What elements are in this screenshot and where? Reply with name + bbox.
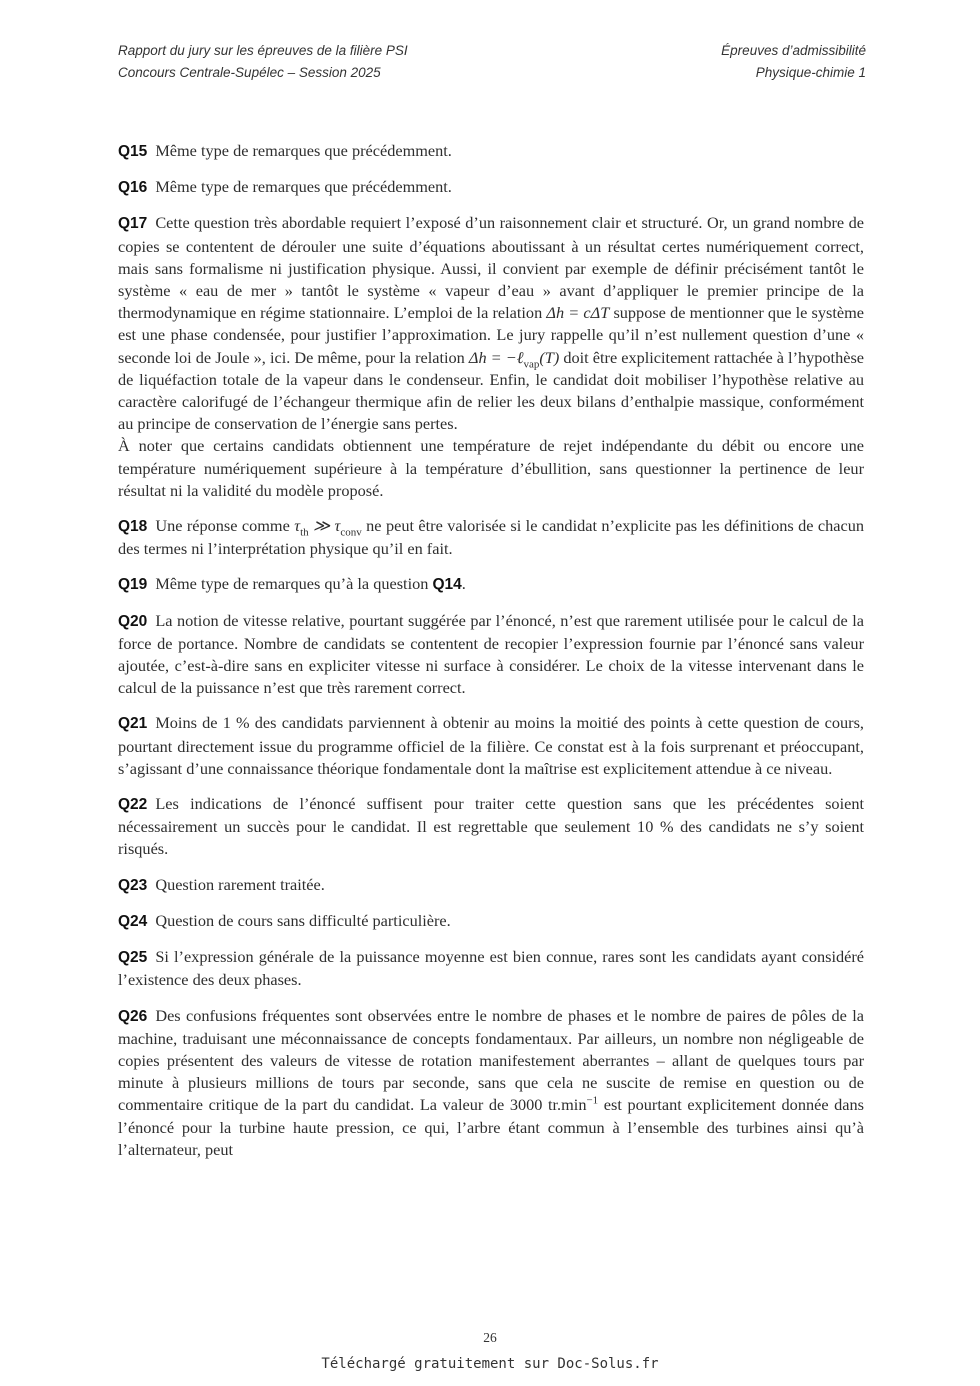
formula-tau: ≫ τ [308,516,341,536]
question-text: Question de cours sans difficulté particulière. [155,910,451,930]
question-q26 [118,1005,864,1161]
question-text: Même type de remarques qu’à la question [155,574,433,594]
question-text-part: doit être explicitement rattachée à l’hypothèse de liquéfaction totale de la vapeur dans le condenseur. Enfin, le candidat doit mobiliser l’hypothèse relative au caractère calorifugé de l’échangeur thermique afin de relier les deux bilans d’enthalpie massique, conformément au principe de conservation de l’énergie sans pertes. [118,347,865,434]
question-text-part: est pourtant explicitement donnée dans l’énoncé pour la turbine haute pression, ce qui, l’arbre étant commun à l’ensemble des turbines ainsi qu’à l’alternateur, peut [118,1095,864,1159]
question-label: Q15 [118,143,148,160]
question-text: Même type de remarques que précédemment. [155,177,452,197]
question-reference: Q14 [432,576,462,594]
header-row-2 [118,62,866,84]
question-label: Q18 [118,518,148,536]
question-label: Q26 [118,1007,148,1025]
question-text-end: . [461,574,466,594]
question-q24 [118,910,864,933]
question-q23 [118,874,864,897]
question-q21 [118,712,864,780]
formula-subscript: th [300,526,309,539]
question-label: Q24 [118,912,148,930]
question-text-part: Une réponse comme [155,516,295,536]
question-text-part: suppose de mentionner que le système est une phase condensée, pour justifier l’approximation. Le jury rappelle qu’il n’est nullement question d’une « seconde loi de Joule », ici. De même, pour la relation [118,303,864,367]
formula-enthalpy-condensed: Δh = cΔT [546,303,610,323]
question-q22 [118,793,864,861]
page-header [118,40,866,84]
question-text: Question rarement traitée. [155,874,325,894]
question-q18 [118,515,864,560]
question-text-part: Des confusions fréquentes sont observées entre le nombre de phases et le nombre de paires de pôles de la machine, traduisant une méconnaissance de concepts fondamentaux. Par ailleurs, un nombre non négligeable de copies présentent des valeurs de vitesse de rotation manifestement aberrantes – allant de quelques tours par minute à plusieurs millions de tours par seconde, sans que cela ne suscite de remise en question ou de commentaire critique de la part du candidat. La valeur de 3000 tr.min [118,1005,864,1115]
header-contest: Concours Centrale-Supélec – Session 2025 [118,65,381,80]
header-subject: Physique-chimie 1 [755,65,866,80]
question-text: Les indications de l’énoncé suffisent pour traiter cette question sans que les précédentes soient nécessairement un succès pour le candidat. Il est regrettable que seulement 10 % des candidats ne s’y soient risqués. [118,794,864,859]
question-q16 [118,176,864,199]
header-section: Épreuves d’admissibilité [721,43,866,58]
question-label: Q21 [118,715,148,733]
question-text: Moins de 1 % des candidats parviennent à obtenir au moins la moitié des points à cette question de cours, pourtant directement issue du programme officiel de la filière. Ce constat est à la fois surprenant et préoccupant, s’agissant d’une connaissance théorique fondamentale dont la maîtrise est explicitement attendue à ce niveau. [118,713,864,778]
question-label: Q20 [118,612,148,630]
formula-argument: (T) [539,347,560,367]
question-label: Q19 [118,576,148,594]
header-report-title: Rapport du jury sur les épreuves de la filière PSI [118,43,408,58]
question-text: Même type de remarques que précédemment. [155,141,452,160]
question-text-part: À noter que certains candidats obtiennent une température de rejet indépendante du débit ou encore une température numériquement supérieure à la température d’ébullition, sans questionner la pertinence de leur résultat ni la validité du modèle proposé. [118,436,864,500]
formula-subscript: conv [340,526,362,539]
question-label: Q17 [118,215,148,233]
formula-enthalpy-vaporization: Δh = −ℓ [468,347,524,367]
page-number: 26 [483,1330,497,1345]
header-row-1 [118,40,866,62]
question-text: Si l’expression générale de la puissance moyenne est bien connue, rares sont les candidats ayant considéré l’existence des deux phases. [118,947,864,990]
formula-tau: τ [294,516,301,536]
question-text-part: Cette question très abordable requiert l’exposé d’un raisonnement clair et structuré. Or, un grand nombre de copies se contentent de dérouler une suite d’équations aboutissant à un résultat certes numériquement correct, mais sans formalisme ni justification physique. Aussi, il convient par exemple de définir précisément tantôt le système « eau de mer » tantôt le système « vapeur d’eau » avant d’appliquer le premier principe de la thermodynamique en régime stationnaire. L’emploi de la relation [118,213,864,323]
question-label: Q16 [118,179,148,197]
question-label: Q25 [118,949,148,967]
question-text-part: ne peut être valorisée si le candidat n’explicite pas les définitions de chacun des termes ni l’interprétation physique qu’il en fait. [118,516,865,559]
question-q19 [118,573,864,596]
question-text: La notion de vitesse relative, pourtant suggérée par l’énoncé, n’est que rarement utilisée pour le calcul de la force de portance. Nombre de candidats se contentent de recopier l’expression fournie par l’énoncé sans valeur ajoutée, c’est-à-dire sans en expliciter vitesse ni surface à considérer. Le choix de la vitesse intervenant dans le calcul de la puissance n’est que très rarement correct. [118,610,864,698]
question-q25 [118,946,864,991]
question-q20 [118,610,864,700]
question-label: Q23 [118,876,148,894]
question-q17 [118,212,864,502]
question-label: Q22 [118,796,148,814]
formula-superscript: −1 [586,1094,599,1107]
report-content [118,140,864,1174]
formula-subscript: vap [523,357,540,370]
download-footer: Téléchargé gratuitement sur Doc-Solus.fr [321,1356,659,1372]
question-q15 [118,140,864,163]
